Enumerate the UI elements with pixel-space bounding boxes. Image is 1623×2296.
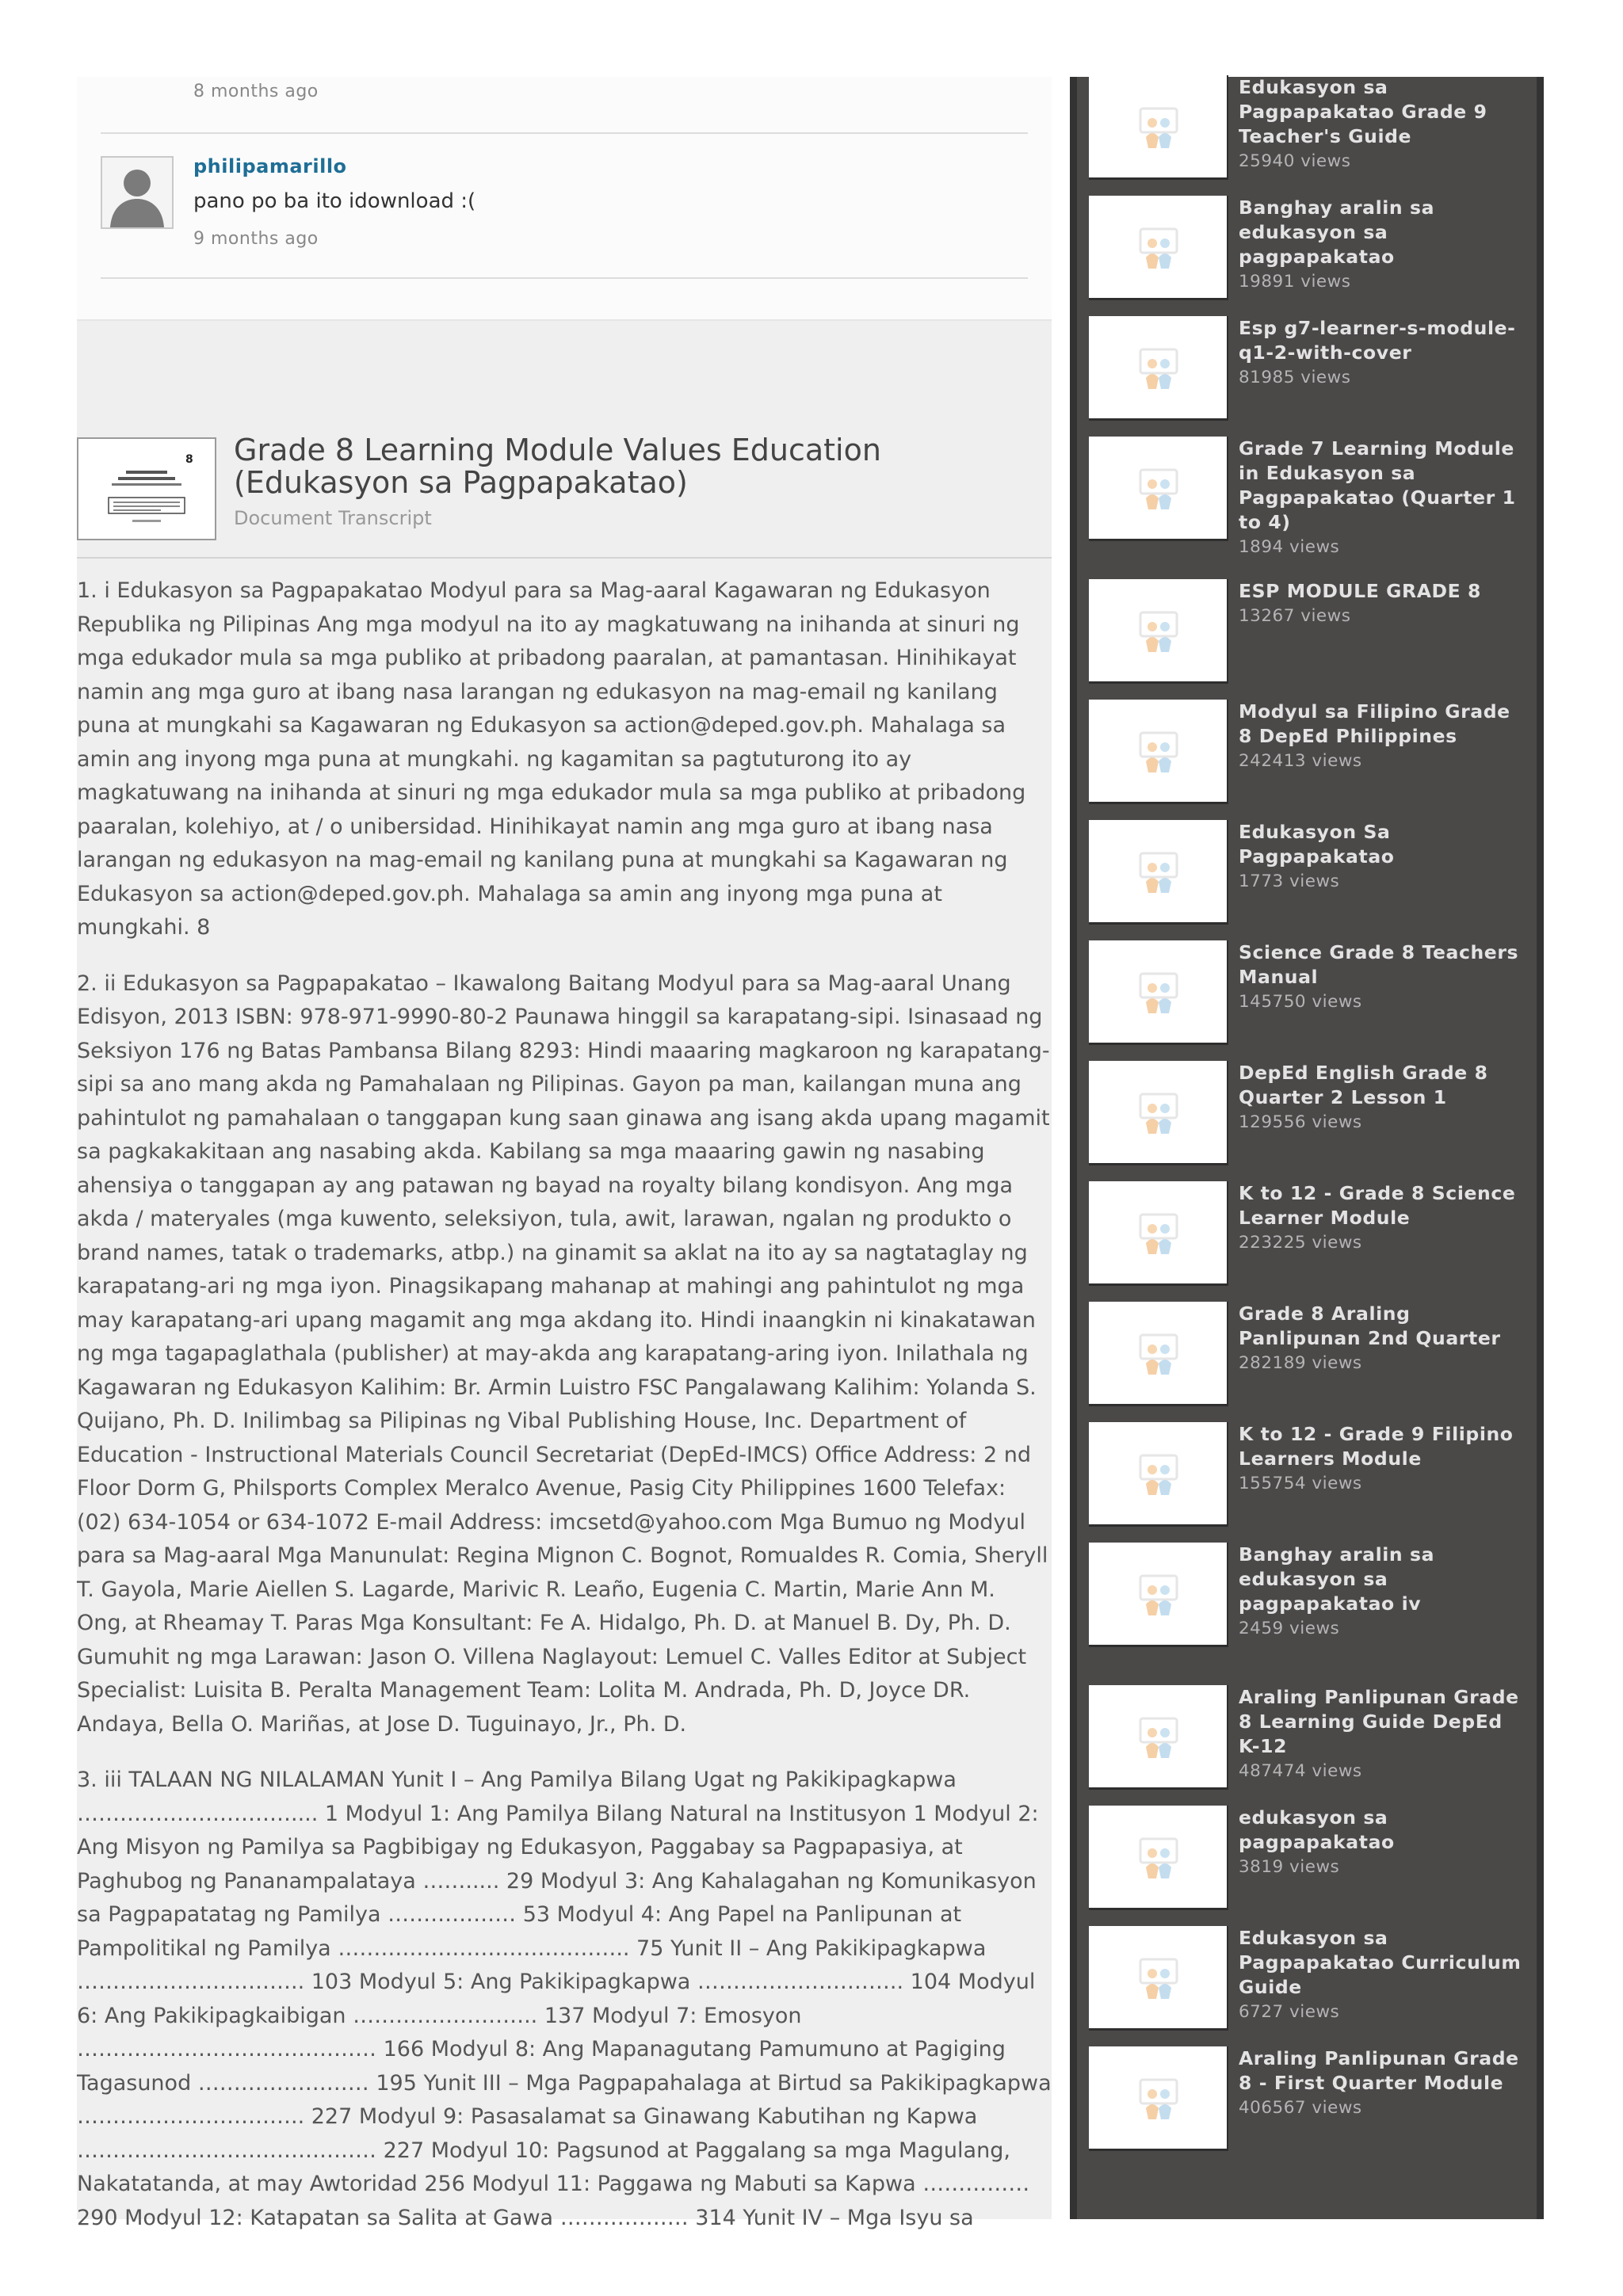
view-count: 223225 views [1239, 1233, 1362, 1253]
document-title: Grade 8 Learning Module Values Education (Edukasyon sa Pagpapakatao) [234, 433, 881, 500]
view-count: 13267 views [1239, 606, 1351, 626]
comment-timestamp: 9 months ago [193, 229, 319, 249]
view-count: 19891 views [1239, 272, 1351, 292]
related-document-item[interactable] [1089, 1302, 1533, 1413]
related-document-title-text[interactable]: Esp g7-learner-s-module-q1-2-with-cover [1239, 317, 1516, 364]
related-document-title[interactable] [1239, 940, 1528, 1014]
document-thumbnail[interactable] [1089, 579, 1228, 684]
related-document-item[interactable] [1089, 579, 1533, 690]
related-document-item[interactable] [1089, 1181, 1533, 1292]
svg-text:8: 8 [185, 453, 193, 466]
related-document-item[interactable] [1089, 1685, 1533, 1796]
related-document-title-text[interactable]: Edukasyon Sa Pagpapakatao [1239, 821, 1395, 868]
transcript-paragraph: 3. iii TALAAN NG NILALAMAN Yunit I – Ang Pamilya Bilang Ugat ng Pakikipagkapwa ………………………….... 1 Modyul 1: Ang Pamilya Bilang Natural na Institusyon 1 Modyul 2: Ang Misyon ng Pamilya sa Pagbibigay ng Edukasyon, Paggabay sa Pagpapasiya, at Paghubog ng Pananampalataya ……..... 29 Modyul 3: Ang Kahalagahan ng Komunikasyon sa Pagpapatatag ng Pamilya ……………… 53 Modyul 4: Ang Papel na Panlipunan at Pampolitikal ng Pamilya ………………………………….. 75 Yunit II – Ang Pakikipagkapwa ………………………….. 103 Modyul 5: Ang Pakikipagkapwa ……………………….. 104 Modyul 6: Ang Pakikipagkaibigan …………………….. 137 Modyul 7: Emosyon …………………………………… 166 Modyul 8: Ang Mapanagutang Pamumuno at Pagiging Tagasunod …………………… 195 Yunit III – Mga Pagpapahalaga at Birtud sa Pakikipagkapwa ………………………….. 227 Modyul 9: Pasasalamat sa Ginawang Kabutihan ng Kapwa …………………………………… 227 Modyul 10: Pagsunod at Paggalang sa mga Magulang, Nakatatanda, at may Awtoridad 256 Modyul 11: Paggawa ng Mabuti sa Kapwa …………… 290 Modyul 12: Katapatan sa Salita at Gawa ……………… 314 Yunit IV – Mga Isyu sa [77, 1768, 1052, 2230]
view-count: 25940 views [1239, 151, 1351, 171]
view-count: 145750 views [1239, 992, 1362, 1012]
related-document-title[interactable] [1239, 196, 1528, 294]
related-document-title[interactable] [1239, 700, 1528, 773]
related-document-title-text[interactable]: K to 12 - Grade 9 Filipino Learners Module [1239, 1423, 1514, 1470]
main-column [77, 77, 1052, 2230]
view-count: 487474 views [1239, 1761, 1362, 1781]
related-document-item[interactable] [1089, 1926, 1533, 2037]
slideshare-logo-icon [1139, 1958, 1178, 2000]
related-document-title[interactable] [1239, 75, 1528, 174]
related-document-title[interactable] [1239, 1422, 1528, 1496]
transcript-paragraph: 2. ii Edukasyon sa Pagpapakatao – Ikawalong Baitang Modyul para sa Mag-aaral Unang Edisyon, 2013 ISBN: 978-971-9990-80-2 Paunawa hinggil sa karapatang-sipi. Isinasaad ng Seksiyon 176 ng Batas Pambansa Bilang 8293: Hindi maaaring magkaroon ng karapatang-sipi sa ano mang akda ng Pamahalaan ng Pilipinas. Gayon pa man, kailangan muna ang pahintulot ng pamahalaan o tanggapan kung saan ginawa ang isang akda upang magamit sa pagkakakitaan ang nasabing akda. Kabilang sa mga maaaring gawin ng nasabing ahensiya o tanggapan ay ang patawan ng bayad na royalty bilang kondisyon. Ang mga akda / materyales (mga kuwento, seleksiyon, tula, awit, larawan, ngalan ng produkto o brand names, tatak o trademarks, atbp.) na ginamit sa aklat na ito ay sa nagtataglay ng karapatang-ari ng mga iyon. Pinagsikapang mahanap at mahingi ang pahintulot ng mga may karapatang-ari upang magamit ang mga akdang ito. Hindi inaangkin ni kinakatawan ng mga tagapaglathala (publisher) at may-akda ang karapatang-aring iyon. Inilathala ng Kagawaran ng Edukasyon Kalihim: Br. Armin Luistro FSC Pangalawang Kalihim: Yolanda S. Quijano, Ph. D. Inilimbag sa Pilipinas ng Vibal Publishing House, Inc. Department of Education - Instructional Materials Council Secretariat (DepEd-IMCS) Office Address: 2 nd Floor Dorm G, Philsports Complex Meralco Avenue, Pasig City Philippines 1600 Telefax: (02) 634-1054 or 634-1072 E-mail Address: imcsetd@yahoo.com Mga Bumuo ng Modyul para sa Mag-aaral Mga Manunulat: Regina Mignon C. Bognot, Romualdes R. Comia, Sheryll T. Gayola, Marie Aiellen S. Lagarde, Marivic R. Leaño, Eugenia C. Martin, Marie Ann M. Ong, at Rheamay T. Paras Mga Konsultant: Fe A. Hidalgo, Ph. D. at Manuel B. Dy, Ph. D. Gumuhit ng mga Larawan: Jason O. Villena Naglayout: Lemuel C. Valles Editor at Subject Specialist: Luisita B. Peralta Management Team: Lolita M. Andrada, Ph. D, Joyce DR. Andaya, Bella O. Mariñas, at Jose D. Tuguinayo, Jr., Ph. D. [77, 971, 1050, 1737]
document-thumbnail[interactable] [1089, 1181, 1228, 1286]
related-document-title-text[interactable]: Banghay aralin sa edukasyon sa pagpapakatao iv [1239, 1543, 1435, 1615]
transcript-paragraph: 1. i Edukasyon sa Pagpapakatao Modyul para sa Mag-aaral Kagawaran ng Edukasyon Republika ng Pilipinas Ang mga modyul na ito ay magkatuwang na inihanda at sinuri ng mga edukador mula sa mga publiko at pribadong paaralan, at pamantasan. Hinihikayat namin ang mga guro at ibang nasa larangan ng edukasyon na mag-email ng kanilang puna at mungkahi sa Kagawaran ng Edukasyon sa action@deped.gov.ph. Mahalaga sa amin ang inyong mga puna at mungkahi. ng kagamitan sa pagtuturong ito ay magkatuwang na inihanda at sinuri ng mga edukador mula sa mga publiko at pribadong paaralan, kolehiyo, at / o unibersidad. Hinihikayat namin ang mga guro at ibang nasa larangan ng edukasyon na mag-email ng kanilang puna at mungkahi sa Kagawaran ng Edukasyon sa action@deped.gov.ph. Mahalaga sa amin ang inyong mga puna at mungkahi. 8 [77, 578, 1026, 940]
document-thumbnail[interactable] [1089, 1685, 1228, 1790]
view-count: 1894 views [1239, 537, 1340, 557]
related-document-title[interactable] [1239, 1543, 1528, 1641]
related-document-title-text[interactable]: Edukasyon sa Pagpapakatao Curriculum Guide [1239, 1927, 1522, 1998]
related-document-item[interactable] [1089, 1061, 1533, 1172]
related-documents-sidebar [1070, 77, 1544, 2219]
slideshare-logo-icon [1139, 2078, 1178, 2121]
view-count: 129556 views [1239, 1112, 1362, 1132]
related-document-title-text[interactable]: edukasyon sa pagpapakatao [1239, 1806, 1395, 1853]
view-count: 6727 views [1239, 2002, 1340, 2022]
slideshare-logo-icon [1139, 348, 1178, 391]
related-document-title-text[interactable]: Science Grade 8 Teachers Manual [1239, 941, 1519, 988]
related-document-title[interactable] [1239, 820, 1528, 894]
related-document-item[interactable] [1089, 75, 1533, 186]
related-document-item[interactable] [1089, 316, 1533, 427]
document-thumbnail[interactable] [1089, 316, 1228, 421]
slideshare-logo-icon [1139, 1093, 1178, 1135]
related-document-item[interactable] [1089, 1422, 1533, 1533]
related-document-title-text[interactable]: Modyul sa Filipino Grade 8 DepEd Philippines [1239, 700, 1510, 747]
related-document-title[interactable] [1239, 1302, 1528, 1375]
related-document-title[interactable] [1239, 437, 1528, 559]
slideshare-logo-icon [1139, 972, 1178, 1015]
related-document-title-text[interactable]: Edukasyon sa Pagpapakatao Grade 9 Teacher's Guide [1239, 76, 1487, 147]
view-count: 2459 views [1239, 1619, 1340, 1638]
related-document-title[interactable] [1239, 1806, 1528, 1879]
slideshare-logo-icon [1139, 1213, 1178, 1256]
sidebar-edge [1070, 77, 1077, 2219]
document-thumbnail[interactable] [1089, 2046, 1228, 2151]
user-avatar-icon[interactable] [101, 156, 174, 229]
comment-timestamp: 8 months ago [193, 82, 319, 101]
comments-section [77, 77, 1052, 321]
view-count: 1773 views [1239, 871, 1340, 891]
comment-divider [101, 132, 1028, 134]
comment-text: pano po ba ito idownload :( [193, 189, 476, 213]
related-document-item[interactable] [1089, 2046, 1533, 2157]
related-document-item[interactable] [1089, 820, 1533, 931]
related-document-title-text[interactable]: ESP MODULE GRADE 8 [1239, 580, 1482, 602]
document-thumbnail[interactable] [77, 437, 216, 540]
document-thumbnail[interactable] [1089, 196, 1228, 300]
related-document-title[interactable] [1239, 1685, 1528, 1783]
view-count: 282189 views [1239, 1353, 1362, 1373]
related-document-title-text[interactable]: DepEd English Grade 8 Quarter 2 Lesson 1 [1239, 1062, 1488, 1108]
document-thumbnail[interactable] [1089, 820, 1228, 925]
related-document-title-text[interactable]: Grade 8 Araling Panlipunan 2nd Quarter [1239, 1302, 1501, 1349]
slideshare-logo-icon [1139, 468, 1178, 511]
slideshare-logo-icon [1139, 731, 1178, 774]
view-count: 81985 views [1239, 368, 1351, 387]
related-document-item[interactable] [1089, 437, 1533, 557]
related-document-item[interactable] [1089, 196, 1533, 307]
slideshare-logo-icon [1139, 1454, 1178, 1497]
related-document-title-text[interactable]: Araling Panlipunan Grade 8 - First Quarter Module [1239, 2047, 1519, 2094]
related-document-title[interactable] [1239, 1181, 1528, 1255]
slideshare-logo-icon [1139, 852, 1178, 894]
slideshare-logo-icon [1139, 1333, 1178, 1376]
document-thumbnail[interactable] [1089, 700, 1228, 804]
comment-username-link[interactable]: philipamarillo [193, 155, 347, 177]
slideshare-logo-icon [1139, 227, 1178, 270]
related-document-title-text[interactable]: Banghay aralin sa edukasyon sa pagpapakatao [1239, 196, 1435, 268]
related-document-item[interactable] [1089, 940, 1533, 1051]
slideshare-logo-icon [1139, 1837, 1178, 1880]
document-thumbnail[interactable] [1089, 1806, 1228, 1910]
related-document-item[interactable] [1089, 700, 1533, 810]
slideshare-logo-icon [1139, 1717, 1178, 1760]
view-count: 3819 views [1239, 1857, 1340, 1877]
document-thumbnail[interactable] [1089, 75, 1228, 180]
view-count: 406567 views [1239, 2098, 1362, 2118]
related-document-title[interactable] [1239, 1061, 1528, 1135]
document-thumbnail[interactable] [1089, 1926, 1228, 2031]
document-thumbnail[interactable] [1089, 437, 1228, 541]
related-document-title-text[interactable]: Araling Panlipunan Grade 8 Learning Guide DepEd K-12 [1239, 1686, 1519, 1757]
document-thumbnail[interactable] [1089, 1543, 1228, 1647]
view-count: 155754 views [1239, 1474, 1362, 1493]
comment-divider [101, 277, 1028, 279]
related-document-title[interactable] [1239, 2046, 1528, 2120]
document-thumbnail[interactable] [1089, 940, 1228, 1045]
slideshare-logo-icon [1139, 107, 1178, 150]
slideshare-logo-icon [1139, 1574, 1178, 1617]
related-document-title[interactable] [1239, 1926, 1528, 2024]
sidebar-edge [1537, 77, 1544, 2219]
related-document-title[interactable] [1239, 579, 1528, 628]
divider [77, 557, 1052, 559]
document-subtitle: Document Transcript [234, 507, 432, 529]
related-document-title[interactable] [1239, 316, 1528, 390]
document-transcript [77, 574, 1052, 2257]
related-document-title-text[interactable]: Grade 7 Learning Module in Edukasyon sa Pagpapakatao (Quarter 1 to 4) [1239, 437, 1516, 533]
slideshare-logo-icon [1139, 611, 1178, 654]
document-thumbnail[interactable] [1089, 1061, 1228, 1165]
document-thumbnail[interactable] [1089, 1302, 1228, 1406]
related-document-title-text[interactable]: K to 12 - Grade 8 Science Learner Module [1239, 1182, 1516, 1229]
related-document-item[interactable] [1089, 1543, 1533, 1653]
view-count: 242413 views [1239, 751, 1362, 771]
related-document-item[interactable] [1089, 1806, 1533, 1917]
document-thumbnail[interactable] [1089, 1422, 1228, 1527]
